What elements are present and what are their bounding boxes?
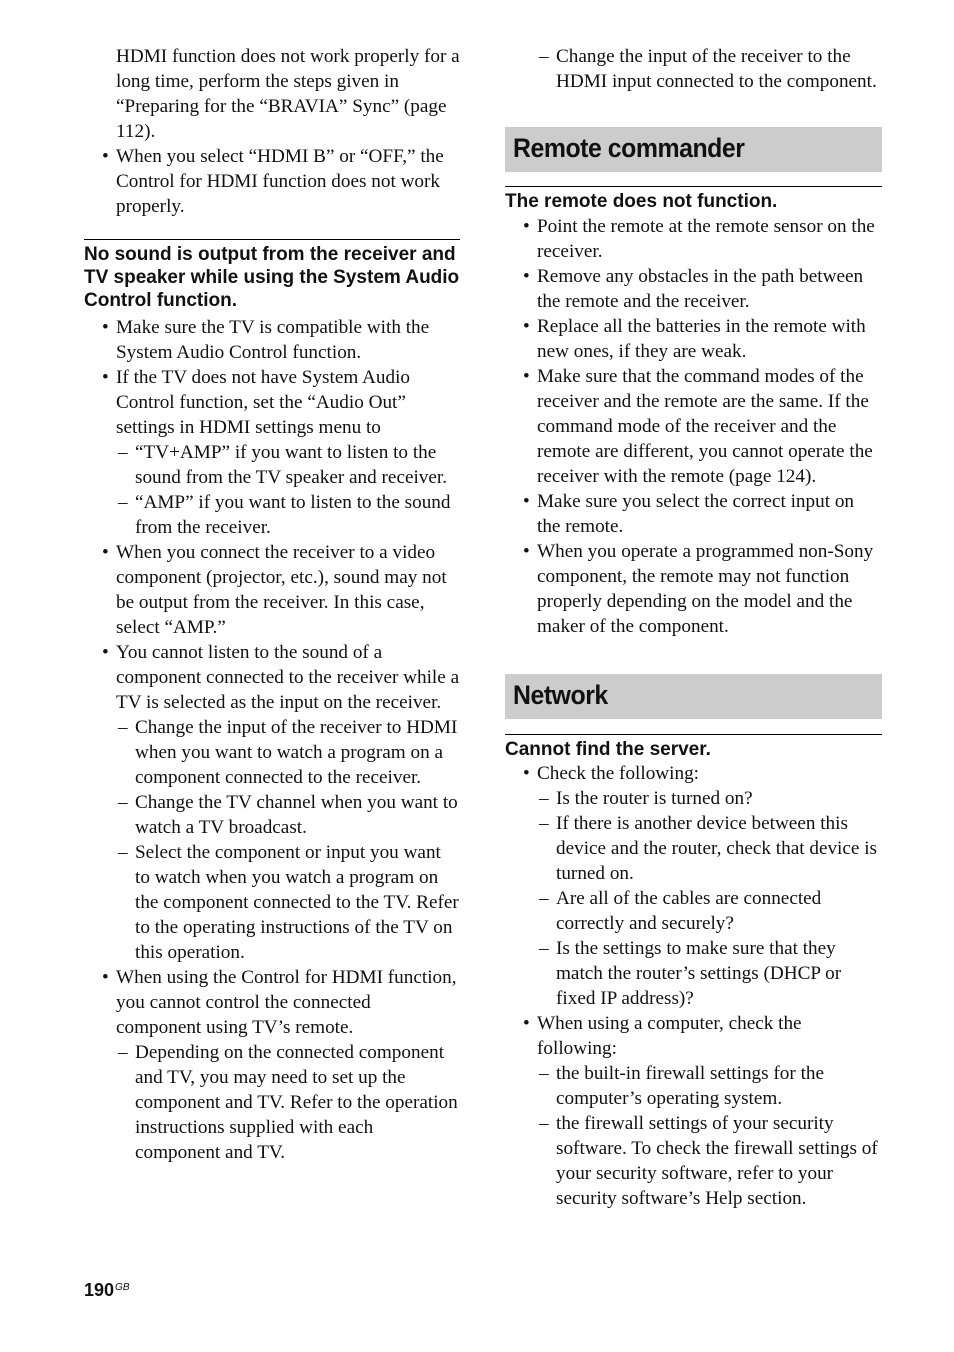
- sub-list-item: – If there is another device between this device and the router, check that device is turned on.: [539, 813, 878, 884]
- section-header-network: Network: [505, 674, 882, 719]
- list-item: • Make sure that the command modes of the receiver and the remote are the same. If the command mode of the receiver and the remote are different, you cannot operate the receiver with the remote (page 124).: [523, 366, 873, 487]
- list-item: • Remove any obstacles in the path between the remote and the receiver.: [523, 266, 864, 312]
- troubleshoot-heading: Cannot find the server.: [505, 734, 882, 761]
- page-number: $190^{GB}$: [84, 1280, 130, 1300]
- sub-list-item: – Are all of the cables are connected correctly and securely?: [539, 888, 822, 934]
- sub-list-item: – Is the settings to make sure that they match the router’s settings (DHCP or fixed IP address)?: [539, 938, 842, 1009]
- right-column: [505, 0, 882, 1211]
- list-item: • Make sure the TV is compatible with the System Audio Control function.: [102, 317, 430, 363]
- list-item: • If the TV does not have System Audio Control function, set the “Audio Out” settings in HDMI settings menu to: [102, 367, 411, 438]
- left-column: [84, 0, 460, 1165]
- list-item: • You cannot listen to the sound of a component connected to the receiver while a TV is selected as the input on the receiver.: [102, 642, 460, 713]
- sub-list-item: – “TV+AMP” if you want to listen to the sound from the TV speaker and receiver.: [118, 442, 448, 488]
- sub-list-item: – Change the input of the receiver to the HDMI input connected to the component.: [539, 46, 877, 92]
- sub-list-item: – Is the router is turned on?: [539, 788, 753, 809]
- list-item: • When using a computer, check the following:: [523, 1013, 802, 1059]
- list-item: • Check the following:: [523, 763, 699, 784]
- list-item: • Point the remote at the remote sensor on the receiver.: [523, 216, 875, 262]
- list-item: • When you connect the receiver to a video component (projector, etc.), sound may not be output from the receiver. In this case, select “AMP.”: [102, 542, 447, 638]
- sub-list-item: – Change the TV channel when you want to watch a TV broadcast.: [118, 792, 458, 838]
- sub-list-item: – Select the component or input you want to watch when you watch a program on the component connected to the TV. Refer to the operating instructions of the TV on this operation.: [118, 842, 459, 963]
- list-item: • When using the Control for HDMI function, you cannot control the connected component using TV’s remote.: [102, 967, 457, 1038]
- troubleshoot-heading: No sound is output from the receiver and TV speaker while using the System Audio Control function.: [84, 239, 460, 312]
- list-item: • Replace all the batteries in the remote with new ones, if they are weak.: [523, 316, 866, 362]
- sub-list-item: – the built-in firewall settings for the computer’s operating system.: [539, 1063, 825, 1109]
- page-suffix: GB: [115, 1282, 130, 1293]
- list-item: • Make sure you select the correct input on the remote.: [523, 491, 855, 537]
- sub-list-item: – the firewall settings of your security software. To check the firewall settings of your security software, refer to your security software’s Help section.: [539, 1113, 878, 1209]
- intro-continuation: HDMI function does not work properly for a long time, perform the steps given in “Preparing for the “BRAVIA” Sync” (page 112).: [116, 46, 460, 142]
- sub-list-item: – “AMP” if you want to listen to the sound from the receiver.: [118, 492, 451, 538]
- section-header-remote-commander: Remote commander: [505, 127, 882, 172]
- troubleshoot-heading: The remote does not function.: [505, 186, 882, 213]
- list-item: • When you select “HDMI B” or “OFF,” the Control for HDMI function does not work properly.: [102, 146, 444, 217]
- list-item: • When you operate a programmed non-Sony component, the remote may not function properly depending on the model and the maker of the component.: [523, 541, 874, 637]
- sub-list-item: – Change the input of the receiver to HDMI when you want to watch a program on a component connected to the receiver.: [118, 717, 458, 788]
- sub-list-item: – Depending on the connected component and TV, you may need to set up the component and TV. Refer to the operation instructions supplied with each component and TV.: [118, 1042, 458, 1163]
